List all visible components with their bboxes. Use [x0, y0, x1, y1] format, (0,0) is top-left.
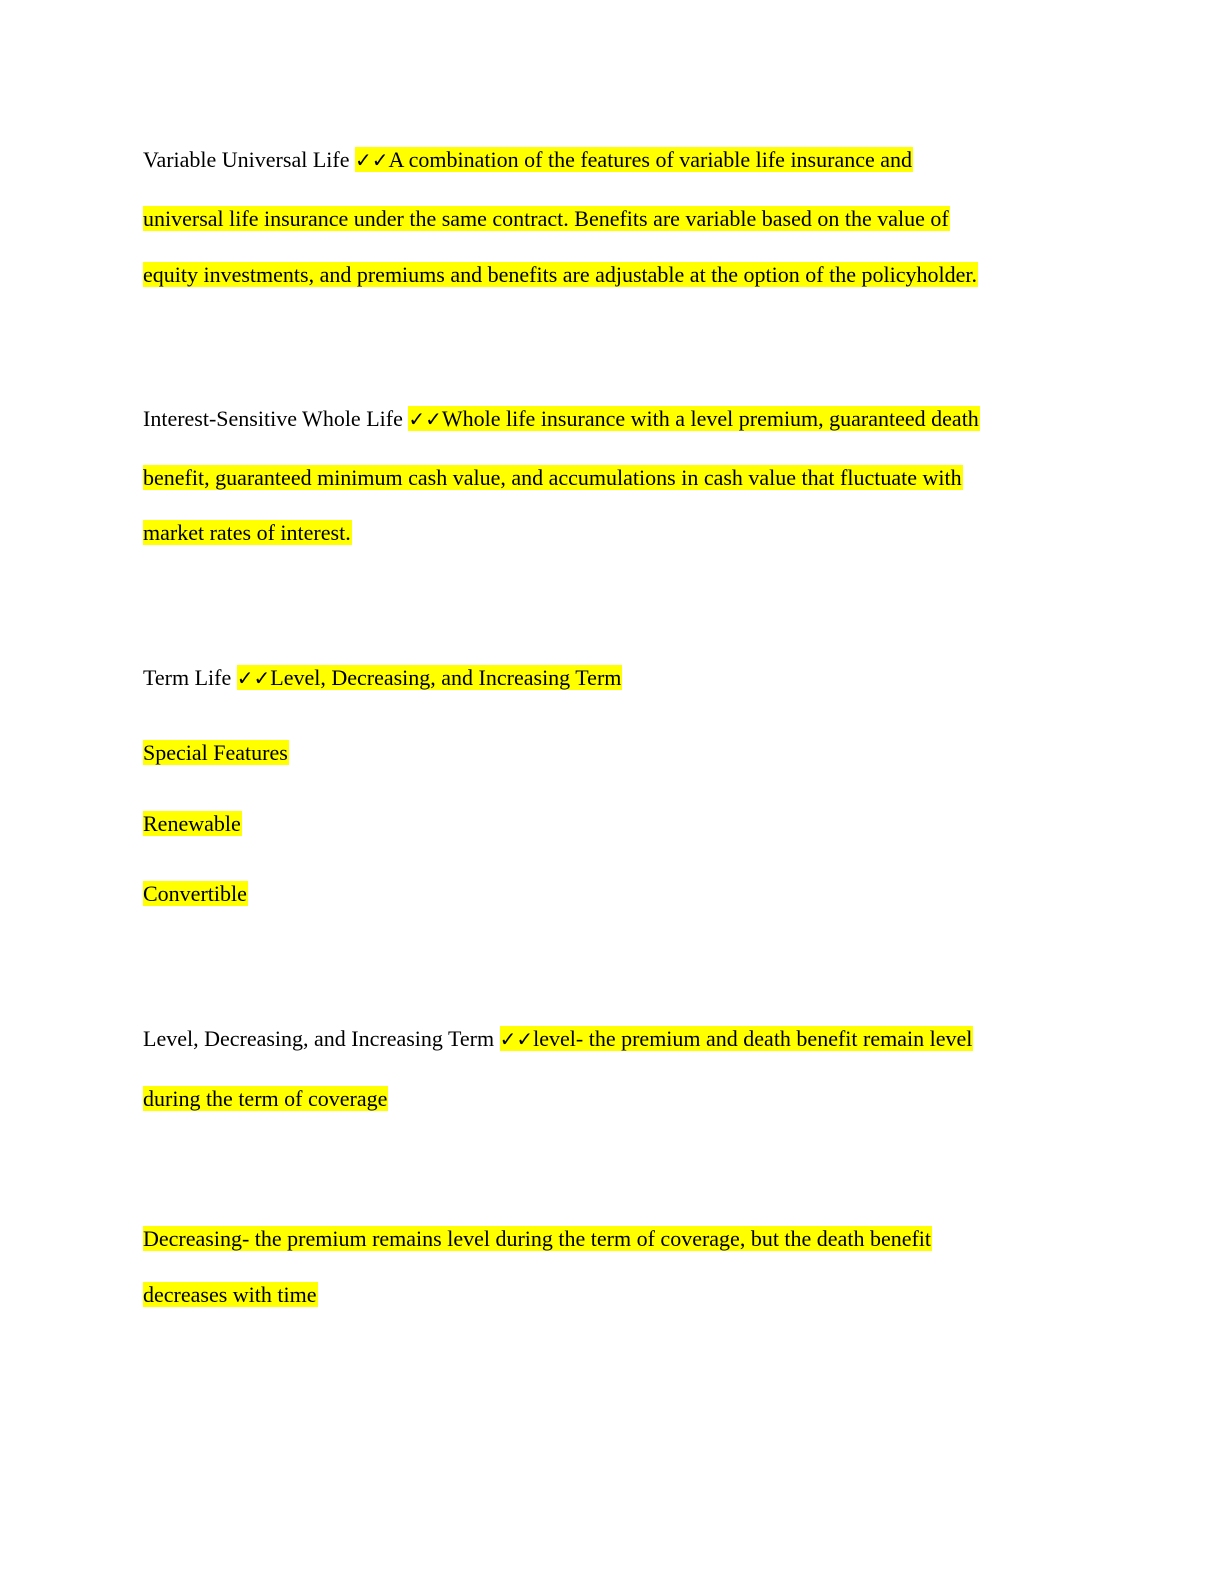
entry-2-line-3: market rates of interest. [143, 520, 351, 545]
entry-3-line-2: Special Features [143, 740, 288, 765]
entry-3-line-4: Convertible [143, 881, 247, 906]
entry-2-line-2: benefit, guaranteed minimum cash value, and accumulations in cash value that fluctuate with [143, 465, 962, 490]
entry-1-definition-start: ✓✓A combination of the features of variable life insurance and [354, 147, 913, 172]
entry-1-term: Variable Universal Life [143, 147, 350, 172]
entry-1-line-2: universal life insurance under the same contract. Benefits are variable based on the value of [143, 206, 949, 231]
entry-1-line-3: equity investments, and premiums and benefits are adjustable at the option of the policyholder. [143, 262, 977, 287]
entry-4-term: Level, Decreasing, and Increasing Term [143, 1026, 495, 1051]
entry-3-line-1 [143, 662, 622, 694]
entry-4-definition-start: ✓✓level- the premium and death benefit remain level [499, 1026, 973, 1051]
double-check-icon: ✓✓ [408, 407, 442, 431]
entry-4-line-3: Decreasing- the premium remains level during the term of coverage, but the death benefit [143, 1226, 932, 1251]
entry-1-line-1 [143, 144, 913, 176]
entry-3-definition-start: ✓✓Level, Decreasing, and Increasing Term [236, 665, 622, 690]
entry-4-line-1 [143, 1023, 973, 1055]
entry-3-line-3: Renewable [143, 811, 241, 836]
entry-2-term: Interest-Sensitive Whole Life [143, 406, 403, 431]
double-check-icon: ✓✓ [499, 1027, 534, 1051]
entry-4-line-2: during the term of coverage [143, 1086, 388, 1111]
double-check-icon: ✓✓ [354, 148, 389, 172]
entry-4-line-4: decreases with time [143, 1282, 317, 1307]
entry-3-term: Term Life [143, 665, 232, 690]
entry-2-line-1 [143, 403, 980, 435]
double-check-icon: ✓✓ [236, 666, 271, 690]
entry-2-definition-start: ✓✓Whole life insurance with a level premium, guaranteed death [408, 406, 979, 431]
